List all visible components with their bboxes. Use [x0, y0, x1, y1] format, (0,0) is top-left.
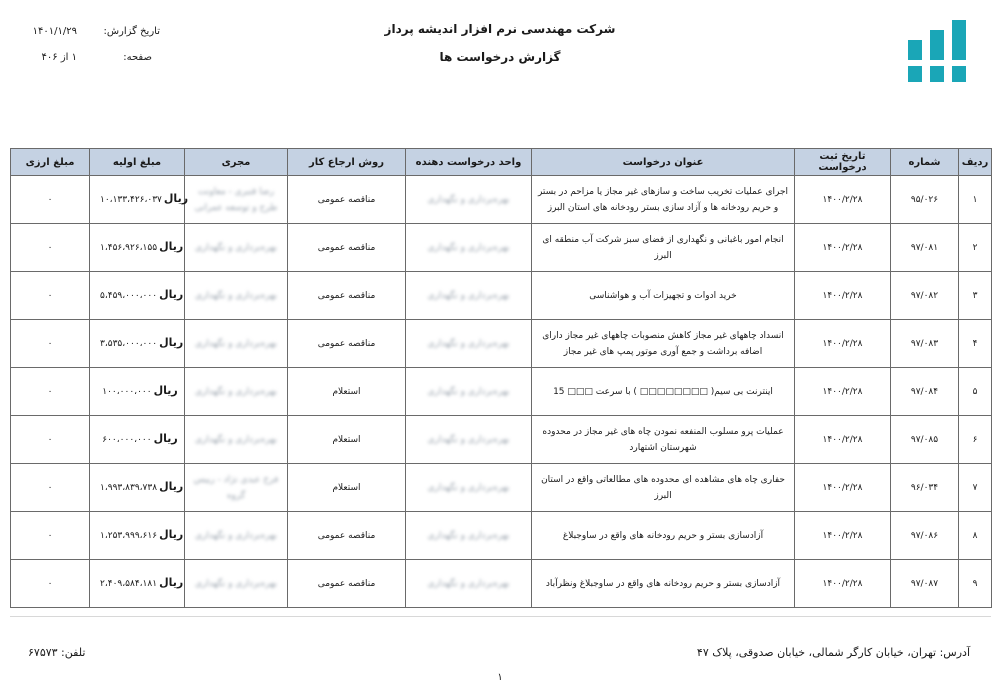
redacted-unit: بهره‌برداری و نگهداری [427, 434, 510, 445]
cell-amount [90, 560, 185, 608]
cell-contractor [185, 512, 288, 560]
amount-value: ۱،۲۵۳،۹۹۹،۶۱۶ [100, 531, 158, 541]
redacted-contractor: بهره‌برداری و نگهداری [194, 338, 277, 349]
cell-row-index: ۷ [959, 464, 992, 512]
table-row [11, 512, 992, 560]
cell-method: استعلام [288, 416, 406, 464]
report-title: گزارش درخواست ها [439, 50, 561, 64]
report-date-value: ۱۴۰۱/۱/۲۹ [32, 26, 77, 37]
table-row [11, 272, 992, 320]
amount-value: ۲،۴۰۹،۵۸۴،۱۸۱ [100, 579, 158, 589]
col-header-method: روش ارجاع کار [288, 149, 406, 176]
amount-value: ۵،۴۵۹،۰۰۰،۰۰۰ [100, 291, 158, 301]
page-value: ۱ از ۴۰۶ [41, 52, 77, 63]
cell-amount [90, 464, 185, 512]
table-row [11, 416, 992, 464]
footer-phone: تلفن: ۶۷۵۷۳ [28, 646, 86, 659]
cell-title: خرید ادوات و تجهیزات آب و هواشناسی [532, 272, 795, 320]
redacted-unit: بهره‌برداری و نگهداری [427, 530, 510, 541]
company-name: شرکت مهندسی نرم افزار اندیشه پرداز [384, 22, 616, 36]
cell-number: ۹۷/۰۸۳ [891, 320, 959, 368]
cell-title: انسداد چاههای غیر مجاز کاهش منصوبات چاههای غیر مجاز دارای اضافه برداشت و جمع آوری موتور پمپ های غیر مجاز [532, 320, 795, 368]
amount-value: ۱،۴۵۶،۹۲۶،۱۵۵ [100, 243, 158, 253]
table-row [11, 560, 992, 608]
cell-amount [90, 368, 185, 416]
cell-contractor [185, 224, 288, 272]
table-row [11, 224, 992, 272]
cell-method: استعلام [288, 368, 406, 416]
redacted-contractor: بهره‌برداری و نگهداری [194, 290, 277, 301]
report-date-label: تاریخ گزارش: [103, 26, 160, 37]
cell-contractor [185, 368, 288, 416]
amount-value: ۶۰۰،۰۰۰،۰۰۰ [102, 435, 152, 445]
redacted-contractor: فرخ عبدی نژاد - رییس گروه [193, 474, 279, 501]
cell-date: ۱۴۰۰/۲/۲۸ [795, 416, 891, 464]
cell-unit [406, 512, 532, 560]
cell-row-index: ۵ [959, 368, 992, 416]
redacted-contractor: بهره‌برداری و نگهداری [194, 386, 277, 397]
currency-label: ریال [163, 192, 189, 205]
cell-method: استعلام [288, 464, 406, 512]
redacted-contractor: بهره‌برداری و نگهداری [194, 242, 277, 253]
cell-contractor [185, 320, 288, 368]
cell-amount [90, 224, 185, 272]
redacted-unit: بهره‌برداری و نگهداری [427, 386, 510, 397]
cell-number: ۹۷/۰۸۴ [891, 368, 959, 416]
cell-unit [406, 416, 532, 464]
redacted-unit: بهره‌برداری و نگهداری [427, 578, 510, 589]
currency-label: ریال [159, 288, 184, 301]
cell-fx-amount: ۰ [11, 368, 90, 416]
cell-fx-amount: ۰ [11, 560, 90, 608]
cell-unit [406, 320, 532, 368]
cell-amount [90, 176, 189, 224]
currency-label: ریال [159, 336, 184, 349]
cell-unit [406, 176, 532, 224]
cell-amount [90, 416, 185, 464]
cell-date: ۱۴۰۰/۲/۲۸ [795, 320, 891, 368]
cell-title: اجرای عملیات تخریب ساخت و سازهای غیر مجاز یا مزاحم در بستر و حریم رودخانه ها و آزاد سازی بستر رودخانه های استان البرز [532, 176, 795, 224]
cell-date: ۱۴۰۰/۲/۲۸ [795, 560, 891, 608]
redacted-unit: بهره‌برداری و نگهداری [427, 338, 510, 349]
cell-unit [406, 224, 532, 272]
currency-label: ریال [159, 576, 184, 589]
col-header-contractor: مجری [185, 149, 288, 176]
currency-label: ریال [159, 480, 184, 493]
col-header-row-index: ردیف [959, 149, 992, 176]
requests-table [10, 148, 992, 608]
cell-number: ۹۷/۰۸۲ [891, 272, 959, 320]
cell-fx-amount: ۰ [11, 416, 90, 464]
col-header-amount: مبلغ اولیه [90, 149, 185, 176]
cell-contractor [185, 416, 288, 464]
footer-page-number: ۱ [497, 672, 503, 683]
redacted-contractor: بهره‌برداری و نگهداری [194, 578, 277, 589]
cell-number: ۹۷/۰۸۵ [891, 416, 959, 464]
redacted-contractor: رضا قنبری - معاونت طرح و توسعه عمرانی [194, 186, 278, 213]
col-header-date: تاریخ ثبت درخواست [795, 149, 891, 176]
cell-number: ۹۷/۰۸۱ [891, 224, 959, 272]
cell-amount [90, 512, 185, 560]
cell-number: ۹۷/۰۸۷ [891, 560, 959, 608]
currency-label: ریال [153, 384, 178, 397]
cell-method: مناقصه عمومی [288, 224, 406, 272]
cell-fx-amount: ۰ [11, 320, 90, 368]
cell-unit [406, 368, 532, 416]
cell-fx-amount: ۰ [11, 176, 90, 224]
redacted-unit: بهره‌برداری و نگهداری [427, 242, 510, 253]
cell-row-index: ۲ [959, 224, 992, 272]
cell-contractor [185, 560, 288, 608]
table-header-row [11, 149, 992, 176]
cell-row-index: ۶ [959, 416, 992, 464]
cell-fx-amount: ۰ [11, 464, 90, 512]
cell-row-index: ۱ [959, 176, 992, 224]
redacted-unit: بهره‌برداری و نگهداری [427, 194, 510, 205]
cell-row-index: ۹ [959, 560, 992, 608]
cell-method: مناقصه عمومی [288, 320, 406, 368]
redacted-contractor: بهره‌برداری و نگهداری [194, 434, 277, 445]
cell-method: مناقصه عمومی [288, 512, 406, 560]
amount-value: ۱۰۰،۰۰۰،۰۰۰ [102, 387, 152, 397]
table-row [11, 320, 992, 368]
currency-label: ریال [153, 432, 178, 445]
cell-title: اینترنت بی سیم( □□□□□□□□ ) با سرعت □□□ 15 [532, 368, 795, 416]
cell-fx-amount: ۰ [11, 224, 90, 272]
table-row [11, 368, 992, 416]
cell-title: آزادسازی بستر و حریم رودخانه های واقع در ساوجبلاغ ونظرآباد [532, 560, 795, 608]
footer-divider [10, 616, 991, 617]
cell-contractor [185, 272, 288, 320]
col-header-unit: واحد درخواست دهنده [406, 149, 532, 176]
company-logo [908, 20, 966, 82]
cell-row-index: ۴ [959, 320, 992, 368]
cell-title: آزادسازی بستر و حریم رودخانه های واقع در ساوجبلاغ [532, 512, 795, 560]
cell-contractor [185, 464, 288, 512]
footer-address: آدرس: تهران، خیابان کارگر شمالی، خیابان صدوقی، پلاک ۴۷ [696, 646, 970, 659]
col-header-number: شماره [891, 149, 959, 176]
page-label: صفحه: [123, 52, 152, 63]
cell-date: ۱۴۰۰/۲/۲۸ [795, 512, 891, 560]
cell-method: مناقصه عمومی [288, 560, 406, 608]
cell-contractor [185, 176, 288, 224]
cell-fx-amount: ۰ [11, 272, 90, 320]
col-header-title: عنوان درخواست [532, 149, 795, 176]
cell-date: ۱۴۰۰/۲/۲۸ [795, 224, 891, 272]
cell-title: انجام امور باغبانی و نگهداری از فضای سبز شرکت آب منطقه ای البرز [532, 224, 795, 272]
col-header-fx-amount: مبلغ ارزی [11, 149, 90, 176]
cell-date: ۱۴۰۰/۲/۲۸ [795, 272, 891, 320]
amount-value: ۳،۵۳۵،۰۰۰،۰۰۰ [100, 339, 158, 349]
cell-row-index: ۳ [959, 272, 992, 320]
cell-date: ۱۴۰۰/۲/۲۸ [795, 368, 891, 416]
cell-number: ۹۷/۰۸۶ [891, 512, 959, 560]
currency-label: ریال [159, 528, 184, 541]
redacted-unit: بهره‌برداری و نگهداری [427, 290, 510, 301]
cell-method: مناقصه عمومی [288, 272, 406, 320]
cell-title: عملیات پرو مسلوب المنفعه نمودن چاه های غیر مجاز در محدوده شهرستان اشتهارد [532, 416, 795, 464]
cell-unit [406, 464, 532, 512]
cell-row-index: ۸ [959, 512, 992, 560]
cell-amount [90, 272, 185, 320]
cell-unit [406, 272, 532, 320]
cell-date: ۱۴۰۰/۲/۲۸ [795, 176, 891, 224]
redacted-contractor: بهره‌برداری و نگهداری [194, 530, 277, 541]
cell-date: ۱۴۰۰/۲/۲۸ [795, 464, 891, 512]
cell-title: حفاری چاه های مشاهده ای محدوده های مطالعاتی واقع در استان البرز [532, 464, 795, 512]
amount-value: ۱،۹۹۳،۸۳۹،۷۳۸ [100, 483, 158, 493]
cell-amount [90, 320, 185, 368]
cell-fx-amount: ۰ [11, 512, 90, 560]
currency-label: ریال [159, 240, 184, 253]
cell-number: ۹۶/۰۳۴ [891, 464, 959, 512]
cell-method: مناقصه عمومی [288, 176, 406, 224]
table-row [11, 176, 992, 224]
redacted-unit: بهره‌برداری و نگهداری [427, 482, 510, 493]
amount-value: ۱۰،۱۳۳،۴۲۶،۰۳۷ [100, 195, 162, 205]
cell-unit [406, 560, 532, 608]
cell-number: ۹۵/۰۲۶ [891, 176, 959, 224]
table-row [11, 464, 992, 512]
